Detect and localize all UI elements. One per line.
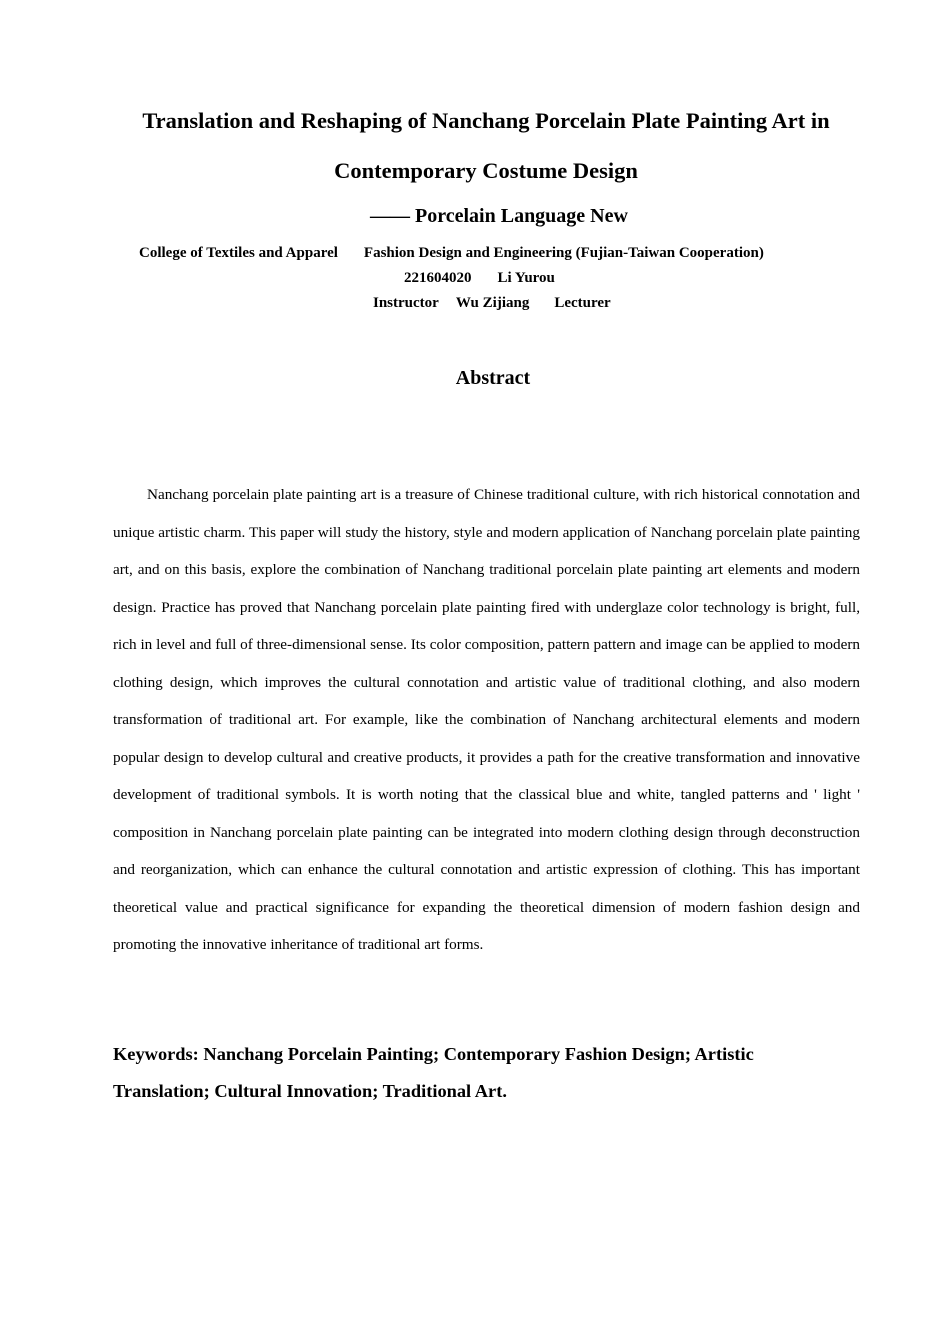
student-line: [404, 268, 555, 288]
keywords: Keywords: Nanchang Porcelain Painting; Contemporary Fashion Design; Artistic Translation; Cultural Innovation; Traditional Art.: [113, 1044, 754, 1101]
college-major-line: [139, 243, 764, 263]
instructor-title: Lecturer: [554, 295, 611, 311]
paper-title: [0, 96, 950, 196]
instructor-line: [373, 293, 611, 313]
instructor-name: Wu Zijiang: [455, 295, 530, 311]
title-line-1: Translation and Reshaping of Nanchang Porcelain Plate Painting Art in: [142, 108, 830, 133]
title-line-2: Contemporary Costume Design: [334, 158, 638, 183]
college-name: College of Textiles and Apparel: [139, 245, 338, 261]
paper-subtitle: —— Porcelain Language New: [370, 205, 628, 227]
abstract-heading: Abstract: [455, 367, 531, 389]
abstract-body: Nanchang porcelain plate painting art is a treasure of Chinese traditional culture, with rich historical connotation and unique artistic charm. This paper will study the history, style and modern application of Nanchang porcelain plate painting art, and on this basis, explore the combination of Nanchang traditional porcelain plate painting art elements and modern design. Practice has proved that Nanchang porcelain plate painting fired with underglaze color technology is bright, full, rich in level and full of three-dimensional sense. Its color composition, pattern pattern and image can be applied to modern clothing design, which improves the cultural connotation and artistic value of traditional clothing, and also modern transformation of traditional art. For example, like the combination of Nanchang architectural elements and modern popular design to develop cultural and creative products, it provides a path for the creative transformation and innovative development of traditional symbols. It is worth noting that the classical blue and white, tangled patterns and ' light ' composition in Nanchang porcelain plate painting can be integrated into modern clothing design through deconstruction and reorganization, which can enhance the cultural connotation and artistic expression of clothing. This has important theoretical value and practical significance for expanding the theoretical dimension of modern fashion design and promoting the innovative inheritance of traditional art forms.: [113, 486, 860, 953]
student-name: Li Yurou: [497, 270, 555, 286]
student-id: 221604020: [404, 270, 472, 286]
instructor-label: Instructor: [373, 295, 439, 311]
major-name: Fashion Design and Engineering (Fujian-Taiwan Cooperation): [363, 245, 764, 261]
